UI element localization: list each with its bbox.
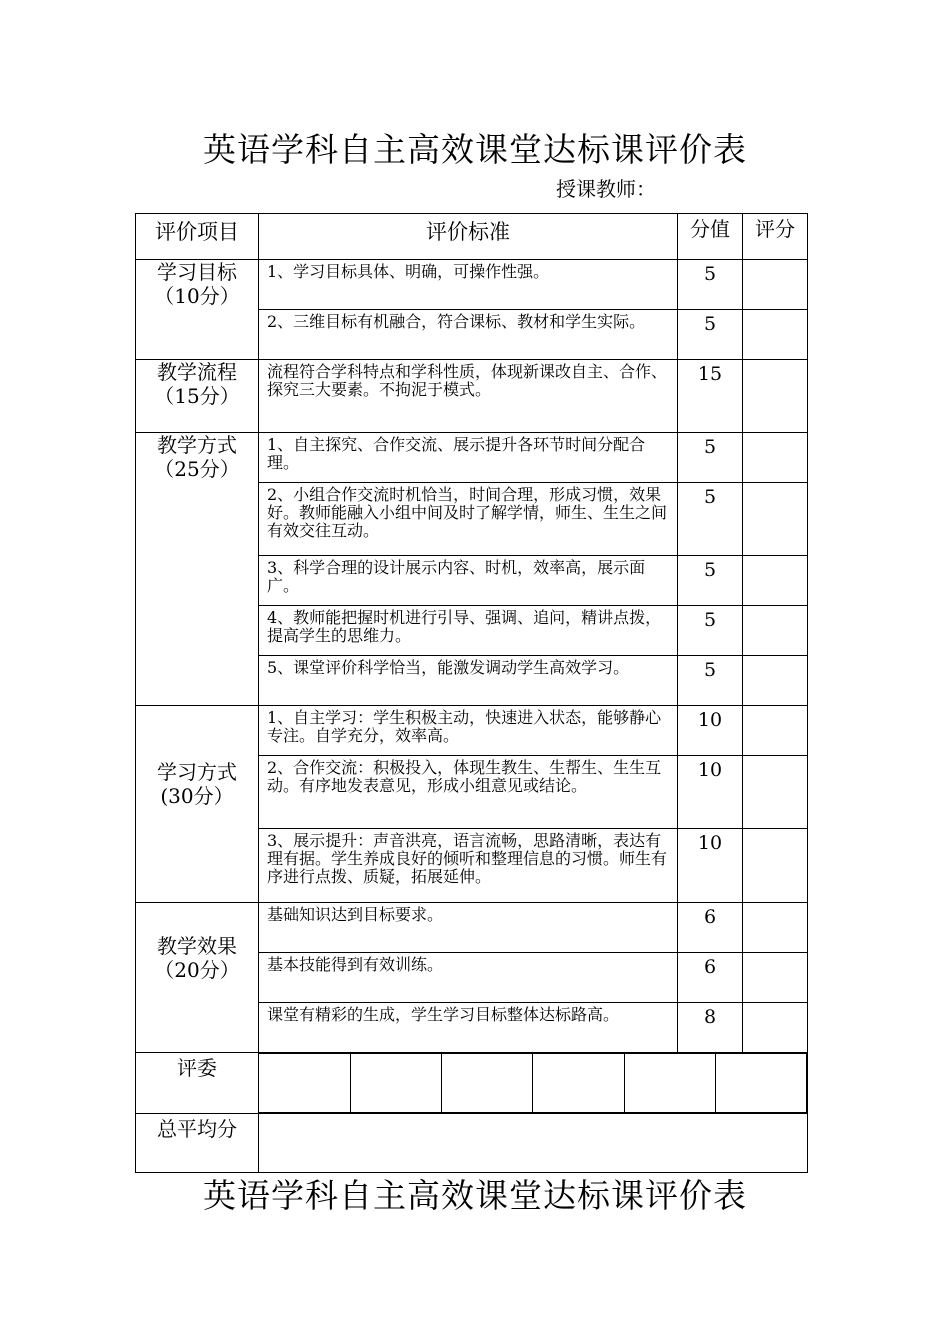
average-score-cell[interactable] bbox=[259, 1114, 808, 1173]
rating-input-cell[interactable] bbox=[743, 903, 808, 953]
criteria-cell: 2、合作交流：积极投入，体现生教生、生帮生、生生互动。有序地发表意见，形成小组意见或结论。 bbox=[259, 756, 678, 829]
criteria-cell: 1、自主学习：学生积极主动，快速进入状态，能够静心专注。自学充分，效率高。 bbox=[259, 706, 678, 756]
rating-input-cell[interactable] bbox=[743, 360, 808, 433]
points-cell: 15 bbox=[678, 360, 743, 433]
criteria-cell: 基础知识达到目标要求。 bbox=[259, 903, 678, 953]
points-cell: 8 bbox=[678, 1003, 743, 1053]
criteria-cell: 4、教师能把握时机进行引导、强调、追问，精讲点拨，提高学生的思维力。 bbox=[259, 606, 678, 656]
rating-input-cell[interactable] bbox=[743, 1003, 808, 1053]
criteria-cell: 5、课堂评价科学恰当，能激发调动学生高效学习。 bbox=[259, 656, 678, 706]
points-cell: 5 bbox=[678, 556, 743, 606]
category-cell: 学习目标 （10分） bbox=[136, 260, 259, 360]
judge-score-cell[interactable] bbox=[259, 1054, 350, 1113]
header-criteria: 评价标准 bbox=[259, 214, 678, 260]
header-points: 分值 bbox=[678, 214, 743, 260]
judges-cells bbox=[259, 1053, 808, 1114]
table-row bbox=[136, 360, 808, 433]
points-cell: 5 bbox=[678, 483, 743, 556]
points-cell: 10 bbox=[678, 706, 743, 756]
rating-input-cell[interactable] bbox=[743, 756, 808, 829]
evaluation-table bbox=[135, 213, 808, 1173]
header-rating: 评分 bbox=[743, 214, 808, 260]
points-cell: 10 bbox=[678, 829, 743, 903]
judges-label: 评委 bbox=[136, 1053, 259, 1114]
judge-score-cell[interactable] bbox=[624, 1054, 715, 1113]
table-row bbox=[136, 260, 808, 310]
average-row bbox=[136, 1114, 808, 1173]
category-cell: 教学流程 （15分） bbox=[136, 360, 259, 433]
table-row bbox=[136, 433, 808, 483]
rating-input-cell[interactable] bbox=[743, 706, 808, 756]
criteria-cell: 课堂有精彩的生成，学生学习目标整体达标路高。 bbox=[259, 1003, 678, 1053]
criteria-cell: 1、学习目标具体、明确，可操作性强。 bbox=[259, 260, 678, 310]
points-cell: 5 bbox=[678, 656, 743, 706]
category-cell: 教学效果 （20分） bbox=[136, 903, 259, 1053]
points-cell: 5 bbox=[678, 310, 743, 360]
judge-score-cell[interactable] bbox=[715, 1054, 806, 1113]
page-title: 英语学科自主高效课堂达标课评价表 bbox=[203, 130, 747, 169]
page-title-repeat: 英语学科自主高效课堂达标课评价表 bbox=[203, 1176, 747, 1215]
criteria-cell: 1、自主探究、合作交流、展示提升各环节时间分配合理。 bbox=[259, 433, 678, 483]
criteria-cell: 基本技能得到有效训练。 bbox=[259, 953, 678, 1003]
points-cell: 6 bbox=[678, 953, 743, 1003]
points-cell: 5 bbox=[678, 606, 743, 656]
judge-score-cell[interactable] bbox=[533, 1054, 624, 1113]
criteria-cell: 2、小组合作交流时机恰当，时间合理，形成习惯，效果好。教师能融入小组中间及时了解学情，师生、生生之间有效交往互动。 bbox=[259, 483, 678, 556]
header-row bbox=[136, 214, 808, 260]
criteria-cell: 2、三维目标有机融合，符合课标、教材和学生实际。 bbox=[259, 310, 678, 360]
criteria-cell: 3、科学合理的设计展示内容、时机，效率高，展示面广。 bbox=[259, 556, 678, 606]
rating-input-cell[interactable] bbox=[743, 260, 808, 310]
average-label: 总平均分 bbox=[136, 1114, 259, 1173]
rating-input-cell[interactable] bbox=[743, 310, 808, 360]
judge-score-cell[interactable] bbox=[442, 1054, 533, 1113]
table-row bbox=[136, 706, 808, 756]
rating-input-cell[interactable] bbox=[743, 483, 808, 556]
judge-score-cell[interactable] bbox=[350, 1054, 441, 1113]
category-cell: 学习方式 (30分） bbox=[136, 706, 259, 903]
category-cell: 教学方式 （25分） bbox=[136, 433, 259, 706]
rating-input-cell[interactable] bbox=[743, 556, 808, 606]
judges-row bbox=[136, 1053, 808, 1114]
points-cell: 5 bbox=[678, 433, 743, 483]
points-cell: 5 bbox=[678, 260, 743, 310]
table-row bbox=[136, 903, 808, 953]
points-cell: 6 bbox=[678, 903, 743, 953]
rating-input-cell[interactable] bbox=[743, 953, 808, 1003]
points-cell: 10 bbox=[678, 756, 743, 829]
rating-input-cell[interactable] bbox=[743, 656, 808, 706]
rating-input-cell[interactable] bbox=[743, 829, 808, 903]
rating-input-cell[interactable] bbox=[743, 433, 808, 483]
criteria-cell: 流程符合学科特点和学科性质，体现新课改自主、合作、探究三大要素。不拘泥于模式。 bbox=[259, 360, 678, 433]
teacher-label: 授课教师： bbox=[556, 177, 656, 201]
criteria-cell: 3、展示提升：声音洪亮，语言流畅，思路清晰，表达有理有据。学生养成良好的倾听和整理信息的习惯。师生有序进行点拨、质疑，拓展延伸。 bbox=[259, 829, 678, 903]
rating-input-cell[interactable] bbox=[743, 606, 808, 656]
header-item: 评价项目 bbox=[136, 214, 259, 260]
